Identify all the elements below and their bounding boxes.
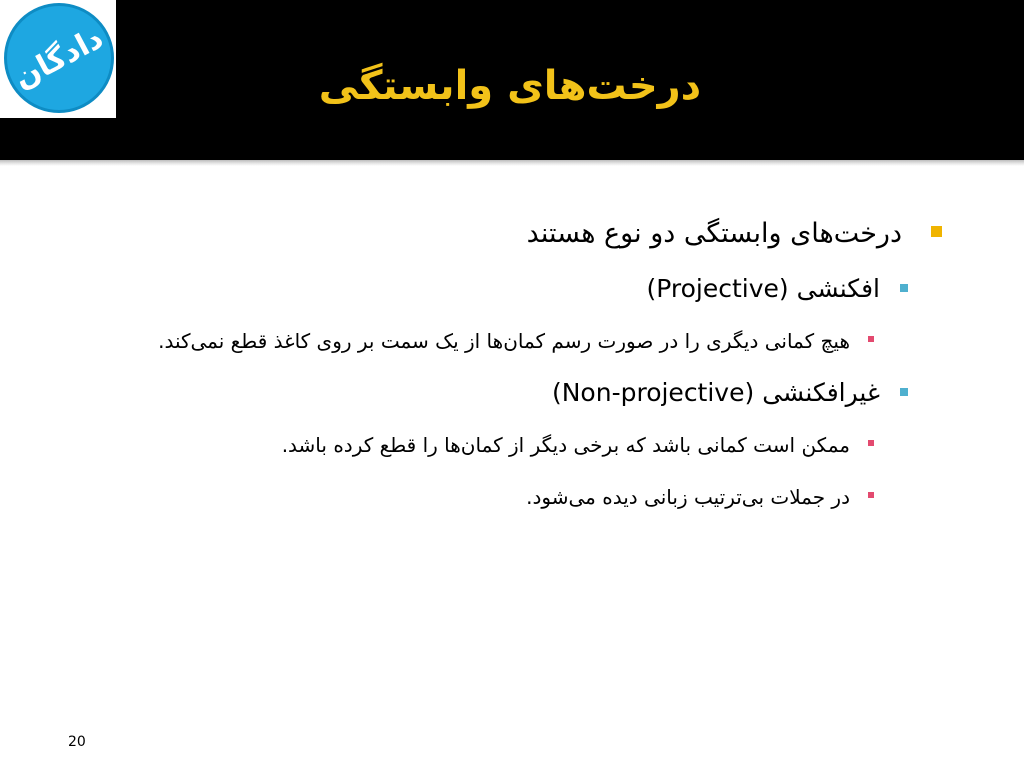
bullet-text-fa: غیرافکنشی (: [744, 378, 880, 407]
bullet-text-fa: افکنشی (: [778, 274, 880, 303]
bullet-item-level3: [40, 419, 950, 471]
logo: [0, 0, 116, 118]
bullet-item-level1: [40, 205, 950, 263]
bullet-list: [40, 205, 950, 523]
page-number: 20: [68, 734, 86, 750]
bullet-text: درخت‌های وابستگی دو نوع هستند: [526, 218, 902, 249]
logo-text: دادگان: [8, 20, 110, 96]
bullet-close-paren: ): [646, 274, 657, 303]
square-bullet-icon: [931, 226, 942, 237]
header-divider: [0, 160, 1024, 166]
square-bullet-icon: [900, 388, 908, 396]
logo-badge-icon: [4, 3, 114, 113]
slide-title: درخت‌های وابستگی: [318, 63, 702, 109]
square-bullet-icon: [868, 336, 874, 342]
bullet-term-en: Projective: [656, 274, 779, 303]
square-bullet-icon: [868, 492, 874, 498]
bullet-text: هیچ کمانی دیگری را در صورت رسم کمان‌ها از یک سمت بر روی کاغذ قطع نمی‌کند.: [158, 329, 850, 353]
bullet-item-level2: [40, 367, 950, 419]
bullet-term-en: Non-projective: [561, 378, 745, 407]
bullet-text: ممکن است کمانی باشد که برخی دیگر از کمان‌ها را قطع کرده باشد.: [281, 433, 850, 457]
square-bullet-icon: [900, 284, 908, 292]
bullet-item-level3: [40, 315, 950, 367]
square-bullet-icon: [868, 440, 874, 446]
bullet-item-level2: [40, 263, 950, 315]
bullet-item-level3: [40, 471, 950, 523]
bullet-text: در جملات بی‌ترتیب زبانی دیده می‌شود.: [526, 485, 850, 509]
bullet-close-paren: ): [551, 378, 562, 407]
